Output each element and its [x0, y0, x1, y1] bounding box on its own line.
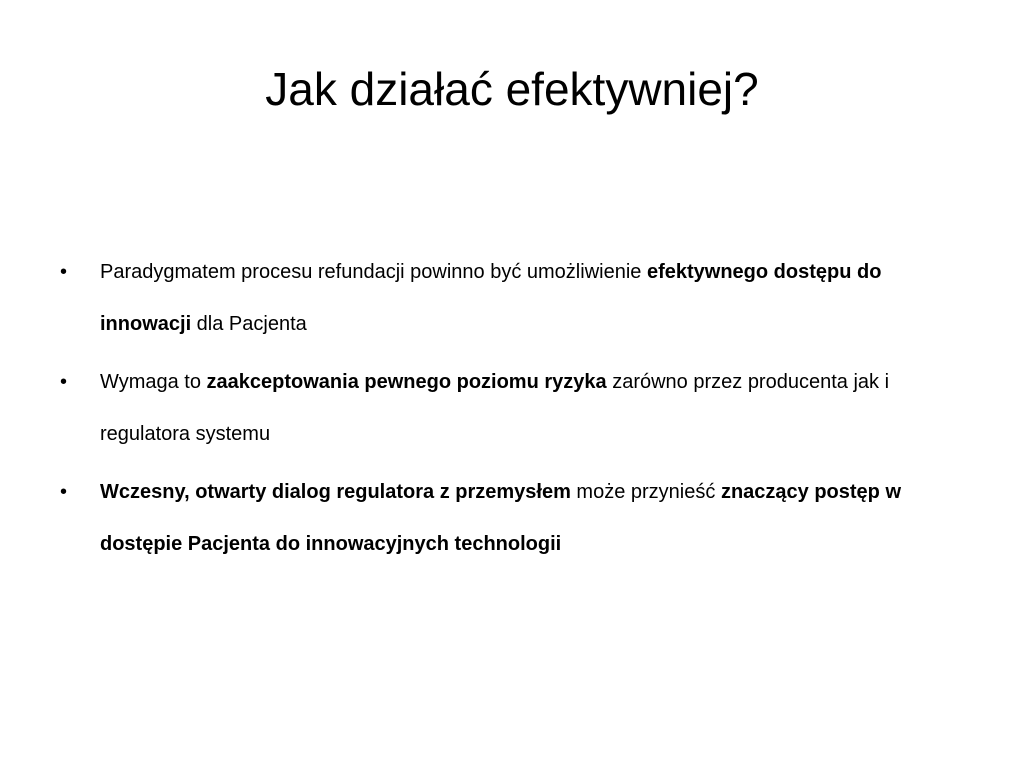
slide-title: Jak działać efektywniej? [265, 63, 759, 115]
bullet-dot-icon: • [60, 481, 68, 503]
bullet-text-part: dla Pacjenta [191, 313, 307, 335]
bullet-text-part: Paradygmatem procesu refundacji powinno być umożliwienie [100, 261, 647, 283]
bullet-dot-icon: • [60, 261, 68, 283]
bullet-item [52, 466, 952, 570]
bullet-text-part: może przynieść [570, 481, 721, 503]
bullet-text-bold-part: znaczący postęp w dostępie Pacjenta do innowacyjnych technologii [100, 481, 901, 555]
bullet-text-part: Wymaga to [100, 371, 207, 393]
bullet-text-part: zarówno przez producenta jak i regulatora systemu [100, 371, 890, 445]
bullet-text-bold-part: Wczesny, otwarty dialog regulatora z przemysłem [100, 481, 571, 503]
bullet-text-bold-part: efektywnego dostępu do innowacji [100, 261, 882, 335]
bullet-dot-icon: • [60, 371, 68, 393]
bullet-item [52, 246, 952, 350]
bullet-list [52, 246, 952, 576]
bullet-item [52, 356, 952, 460]
bullet-text-bold-part: zaakceptowania pewnego poziomu ryzyka [206, 371, 607, 393]
